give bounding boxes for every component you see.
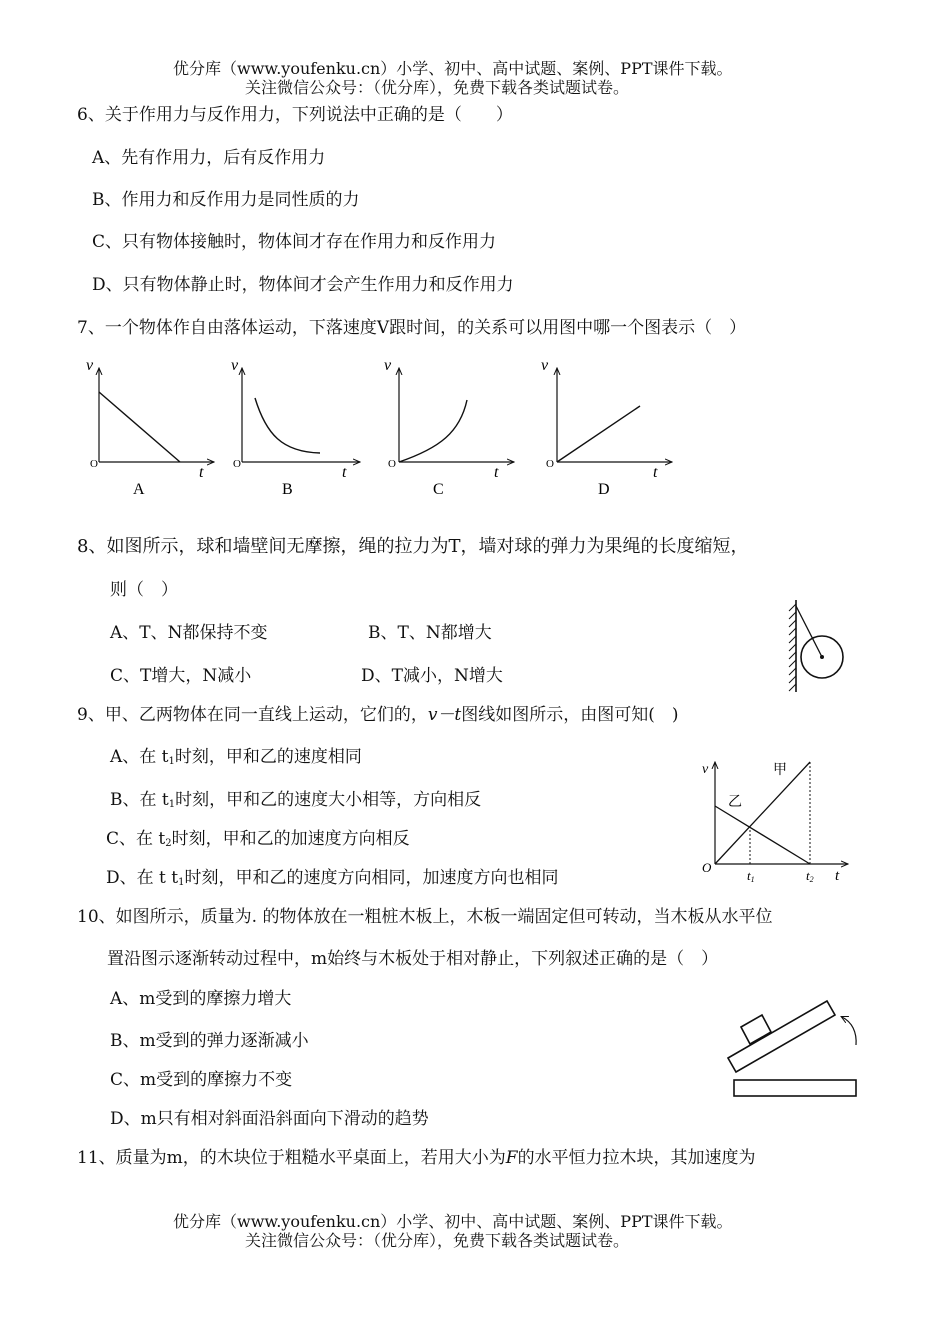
v-label: v — [541, 357, 549, 374]
line-jia — [715, 762, 810, 864]
q9-vt-graph — [696, 754, 866, 884]
v-label: v — [384, 357, 392, 374]
origin-label: O — [233, 458, 241, 470]
graph-label: A — [133, 481, 145, 498]
v-label: v — [702, 762, 709, 777]
footer-line-1: 优分库（www.youfenku.cn）小学、初中、高中试题、案例、PPT课件下载。 — [173, 1212, 733, 1231]
q8-option-c: C、T增大，N减小 — [110, 666, 252, 686]
q6-option-c: C、只有物体接触时，物体间才存在作用力和反作用力 — [92, 232, 497, 252]
t1-label: t1 — [747, 868, 755, 884]
q8-stem-2: 则（ ） — [110, 580, 178, 600]
origin-label: O — [90, 458, 98, 470]
q8-option-d: D、T减小，N增大 — [361, 666, 503, 686]
q8-wall-ball-figure — [780, 596, 860, 696]
q9-option-d: D、在 t $t_1$时刻，甲和乙的速度方向相同，加速度方向也相同 — [106, 868, 559, 888]
q7-graphs — [0, 352, 950, 502]
header-line-2: 关注微信公众号：（优分库），免费下载各类试题试卷。 — [245, 78, 630, 97]
graph-label: D — [598, 481, 610, 498]
curve — [255, 398, 320, 453]
line-yi — [715, 806, 810, 864]
yi-label: 乙 — [728, 795, 742, 810]
origin-label: O — [388, 458, 396, 470]
t-label: t — [653, 464, 658, 481]
q10-option-c: C、m受到的摩擦力不变 — [110, 1070, 293, 1090]
footer-line-2: 关注微信公众号：（优分库），免费下载各类试题试卷。 — [245, 1231, 630, 1250]
origin-label: O — [702, 860, 712, 875]
q9-stem: 9、甲、乙两物体在同一直线上运动，它们的，v－t图线如图所示，由图可知( ) — [77, 705, 679, 725]
rope — [796, 606, 822, 657]
q8-option-b: B、T、N都增大 — [368, 623, 492, 643]
q10-stem-2: 置沿图示逐渐转动过程中，m始终与木板处于相对静止，下列叙述正确的是（ ） — [107, 949, 719, 969]
q10-option-b: B、m受到的弹力逐渐减小 — [110, 1031, 309, 1051]
t-label: t — [199, 464, 204, 481]
q10-stem: 10、如图所示，质量为. 的物体放在一粗桩木板上，木板一端固定但可转动，当木板从水平位 — [77, 907, 773, 927]
ball-center — [820, 655, 824, 659]
q11-stem: 11、质量为m，的木块位于粗糙水平桌面上，若用大小为F的水平恒力拉木块，其加速度为 — [77, 1148, 756, 1168]
curve — [557, 406, 640, 462]
q6-option-b: B、作用力和反作用力是同性质的力 — [92, 190, 360, 210]
t-label: t — [494, 464, 499, 481]
graph-label: B — [282, 481, 293, 498]
curve — [99, 392, 180, 462]
jia-label: 甲 — [773, 763, 787, 778]
wall-hatching — [789, 604, 796, 691]
q10-board-figure — [716, 992, 866, 1107]
q7-graph-a — [86, 357, 214, 498]
q6-option-a: A、先有作用力，后有反作用力 — [92, 148, 326, 168]
q7-graph-d — [541, 357, 672, 498]
q7-stem: 7、一个物体作自由落体运动，下落速度V跟时间，的关系可以用图中哪一个图表示（ ） — [77, 318, 747, 338]
q9-option-c: C、在 $t_2$时刻，甲和乙的加速度方向相反 — [106, 829, 410, 849]
block-m — [741, 1015, 771, 1044]
graph-label: C — [433, 481, 444, 498]
q7-graph-c — [384, 357, 514, 498]
q9-option-a: A、在 $t_1$时刻，甲和乙的速度相同 — [110, 747, 362, 767]
curve — [399, 400, 467, 462]
t2-label: t2 — [806, 868, 814, 884]
tilted-board — [728, 1001, 835, 1072]
origin-label: O — [546, 458, 554, 470]
q10-option-a: A、m受到的摩擦力增大 — [110, 989, 292, 1009]
header-line-1: 优分库（www.youfenku.cn）小学、初中、高中试题、案例、PPT课件下载。 — [173, 59, 733, 78]
t-label: t — [342, 464, 347, 481]
q9-option-b: B、在 $t_1$时刻，甲和乙的速度大小相等，方向相反 — [110, 790, 482, 810]
q6-option-d: D、只有物体静止时，物体间才会产生作用力和反作用力 — [92, 275, 514, 295]
rotation-arrow — [842, 1017, 856, 1045]
q7-graph-b — [231, 357, 360, 498]
v-label: v — [231, 357, 239, 374]
base-board — [734, 1080, 856, 1096]
q10-option-d: D、m只有相对斜面沿斜面向下滑动的趋势 — [110, 1109, 429, 1129]
q8-stem: 8、如图所示，球和墙壁间无摩擦，绳的拉力为T，墙对球的弹力为果绳的长度缩短， — [77, 536, 749, 557]
t-label: t — [835, 868, 840, 884]
v-label: v — [86, 357, 94, 374]
q6-stem: 6、关于作用力与反作用力，下列说法中正确的是（ ） — [77, 105, 513, 125]
q8-option-a: A、T、N都保持不变 — [110, 623, 268, 643]
